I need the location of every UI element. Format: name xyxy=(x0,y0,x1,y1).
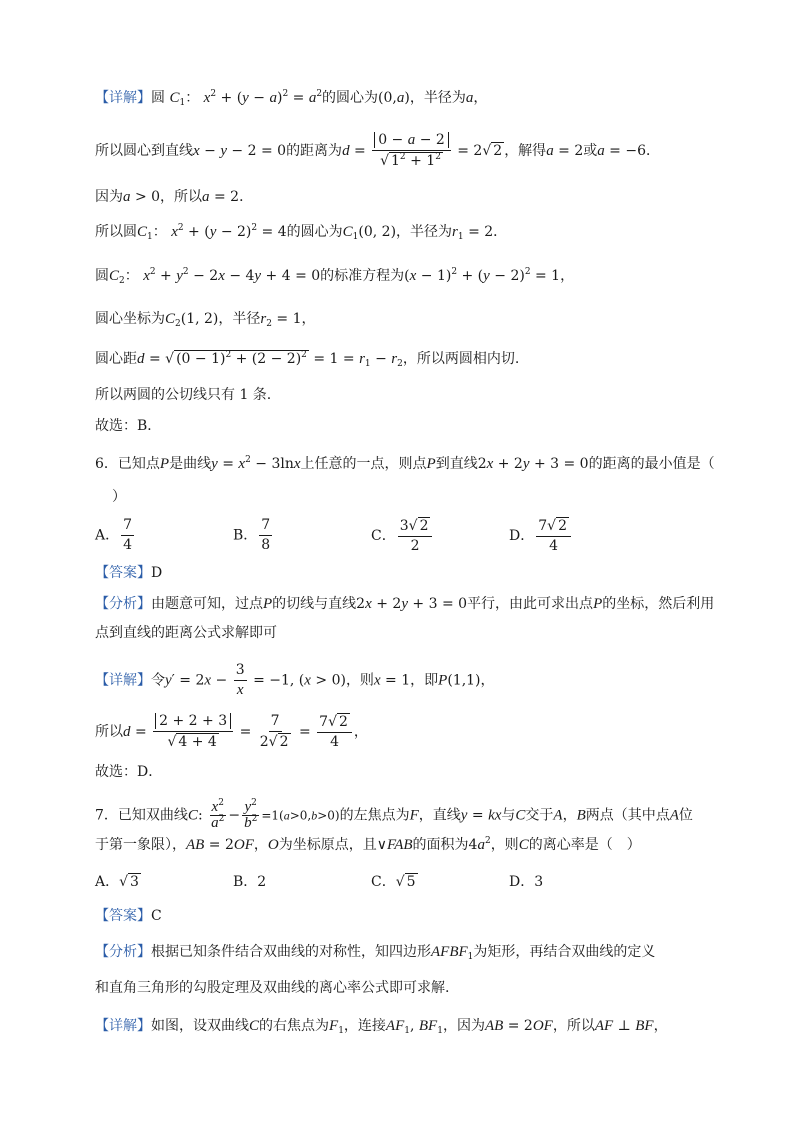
detail-tag: 【详解】 xyxy=(95,1018,151,1034)
detail-tag: 【详解】 xyxy=(95,90,151,106)
q6-conclusion: 故选：D． xyxy=(95,764,163,780)
q7-option-c: C．√ 5 xyxy=(371,874,416,890)
q6-option-a: A． $\frac{7}{4}$ xyxy=(95,517,133,553)
sec5-line-6: 圆心坐标为$C_2(1$, 2)，半径$r_2 = 1$， xyxy=(95,311,316,329)
analysis-tag: 【分析】 xyxy=(95,944,151,960)
sec5-line-3: 因为a > 0，所以a = 2． xyxy=(95,189,254,205)
sec5-line-1: 【详解】圆 $C_1$： $x^2 + (y - a)^2 = a^2$的圆心为(0,a)，半径为a， xyxy=(95,89,488,108)
q6-detail-line-2: 所以d = $\frac{2 + 2 + 3}{√ 4 + 4}$ = $\frac{7}{2√ 2}$ = $\frac{7√ 2}{4}$ ， xyxy=(95,713,368,750)
q6-stem-line-1: 6．已知点P是曲线$y = x^2 - 3\ln x$上任意的一点，则点P到直线2x + 2y + 3 = 0的距离的最小值是（ xyxy=(95,455,715,472)
q7-option-a: A．√ 3 xyxy=(95,874,139,890)
q6-analysis-line-1: 【分析】由题意可知，过点P的切线与直线2x + 2y + 3 = 0平行，由此可求出点P的坐标，然后利用 xyxy=(95,596,715,612)
q7-detail-line-1: 【详解】如图，设双曲线C的右焦点为$F_1$，连接$AF_1$, $BF_1$，因为AB = 2OF，所以AF ⊥ BF， xyxy=(95,1018,668,1036)
sec5-line-4: 所以圆$C_1$： $x^2 + (y - 2)^2 = 4$的圆心为$C_1(0$, 2)，半径为$r_1 = 2$． xyxy=(95,223,508,242)
q6-analysis-line-2: 点到直线的距离公式求解即可 xyxy=(95,625,277,641)
q7-stem-line-1: 7．已知双曲线C: $\frac{x^2}{a^2}$ − $\frac{y^2}{b^2}$ =1(a>0,b>0)的左焦点为F，直线y = kx与C交于A，B两点（其中点A位 xyxy=(95,798,693,831)
sec5-line-5: 圆$C_2$： $x^2 + y^2 - 2x - 4y + 4 = 0$的标准方程为$(x - 1)^2 + (y - 2)^2 = 1$， xyxy=(95,267,575,286)
analysis-tag: 【分析】 xyxy=(95,596,151,612)
q6-answer-value: D xyxy=(151,565,163,581)
q6-answer xyxy=(95,563,162,583)
q6-detail-line-1: 【详解】令y′ = 2x − $\frac{3}{x}$ = −1, (x > 0)，则x = 1，即P(1,1)， xyxy=(95,662,495,698)
q7-answer-value: C xyxy=(151,908,162,924)
q7-option-b: B．2 xyxy=(233,874,267,890)
sec5-line-8: 所以两圆的公切线只有 1 条. xyxy=(95,387,272,403)
q7-number: 7． xyxy=(95,807,118,824)
q6-option-b: B． $\frac{7}{8}$ xyxy=(233,517,271,553)
q7-analysis-line-2: 和直角三角形的勾股定理及双曲线的离心率公式即可求解. xyxy=(95,980,450,996)
q6-option-c: C． $\frac{3√ 2}{2}$ xyxy=(371,517,434,555)
q7-stem-line-2: 于第一象限），AB = 2OF，O为坐标原点，且∨FAB的面积为$4a^2$，则C的离心率是（ ） xyxy=(95,836,641,853)
q7-answer xyxy=(95,906,162,926)
q6-stem-line-2: ） xyxy=(112,489,126,505)
sec5-line-2: 所以圆心到直线x − y − 2 = 0的距离为d = $\frac{0 - a - 2}{√ 1^2 + 1^2}$ = 2√ 2 ，解得a = 2或a = −6． xyxy=(95,132,661,169)
q6-option-d: D． $\frac{7√ 2}{4}$ xyxy=(509,517,573,555)
detail-tag: 【详解】 xyxy=(95,672,151,689)
answer-tag: 【答案】 xyxy=(95,565,151,581)
q7-analysis-line-1: 【分析】根据已知条件结合双曲线的对称性，知四边形$AFBF_1$为矩形，再结合双曲线的定义 xyxy=(95,944,656,962)
q6-number: 6． xyxy=(95,456,118,472)
sec5-conclusion: 故选：B． xyxy=(95,418,162,434)
sec5-line-7: 圆心距d = √ $(0 - 1)^2 + (2 - 2)^2 = 1 = r_1 - r_2$，所以两圆相内切. xyxy=(95,350,520,369)
q7-option-d: D．3 xyxy=(509,874,544,890)
answer-tag: 【答案】 xyxy=(95,908,151,924)
